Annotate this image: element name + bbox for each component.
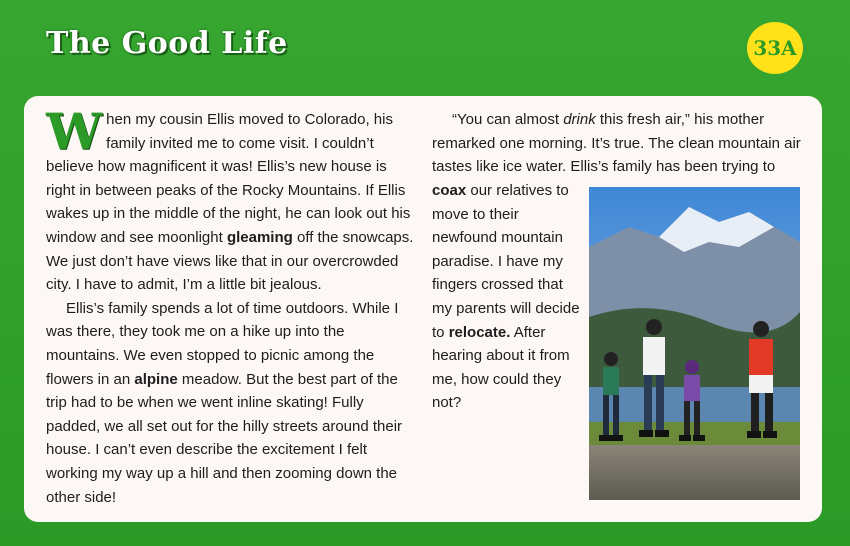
vocab-word-relocate: relocate. [448,323,511,341]
paragraph-2-text-b: meadow. But the best part of the trip had to be when we went inline skating! Fully padded, we all set out for the hilly streets around their house. I can’t even describe the excitement I felt working my way up a hill and then zooming down the other side! [46,370,403,506]
vocab-word-gleaming: gleaming [226,228,293,246]
drop-cap: W [46,102,103,161]
emphasis-drink: drink [563,111,596,128]
story-column-left [46,102,418,509]
paragraph-3-cont [432,179,582,415]
page-badge: 33A [747,22,803,74]
paragraph-3-start [432,108,804,179]
road [589,445,800,500]
paragraph-1-text-a: hen my cousin Ellis moved to Colorado, his family invited me to come visit. I couldn’t believe how magnificent it was! Ellis’s new house is right in between peaks of the Rocky Mountains. If Ellis wakes up in the middle of the night, he can look out his window and see moonlight [46,111,411,246]
paragraph-1 [46,102,418,297]
story-column-right-top [432,108,804,179]
vocab-word-alpine: alpine [134,370,178,388]
vocab-word-coax: coax [432,182,467,199]
paragraph-1-text-b: off the snowcaps. We just don’t have views like that in our overcrowded city. I have to admit, I’m a little bit jealous. [46,228,414,294]
paragraph-3-text-b: this fresh air,” his mother remarked one morning. It’s true. The clean mountain air tastes like ice water. Ellis’s family has been trying to [432,111,801,176]
family-inline-skating-photo [589,187,800,500]
story-column-right [432,179,582,415]
photo-illustration [589,187,800,500]
paragraph-3-text-c: our relatives to move to their newfound mountain paradise. I have my fingers crossed that my parents will decide to [432,182,580,341]
paragraph-3-text-d: After hearing about it from me, how could they not? [432,323,570,412]
paragraph-3-text-a: “You can almost [452,111,564,128]
paragraph-2-text-a: Ellis’s family spends a lot of time outdoors. While I was there, they took me on a hike up into the mountains. We even stopped to picnic among the flowers in an [46,299,399,388]
page-title: The Good Life [46,26,288,61]
paragraph-2 [46,297,418,509]
